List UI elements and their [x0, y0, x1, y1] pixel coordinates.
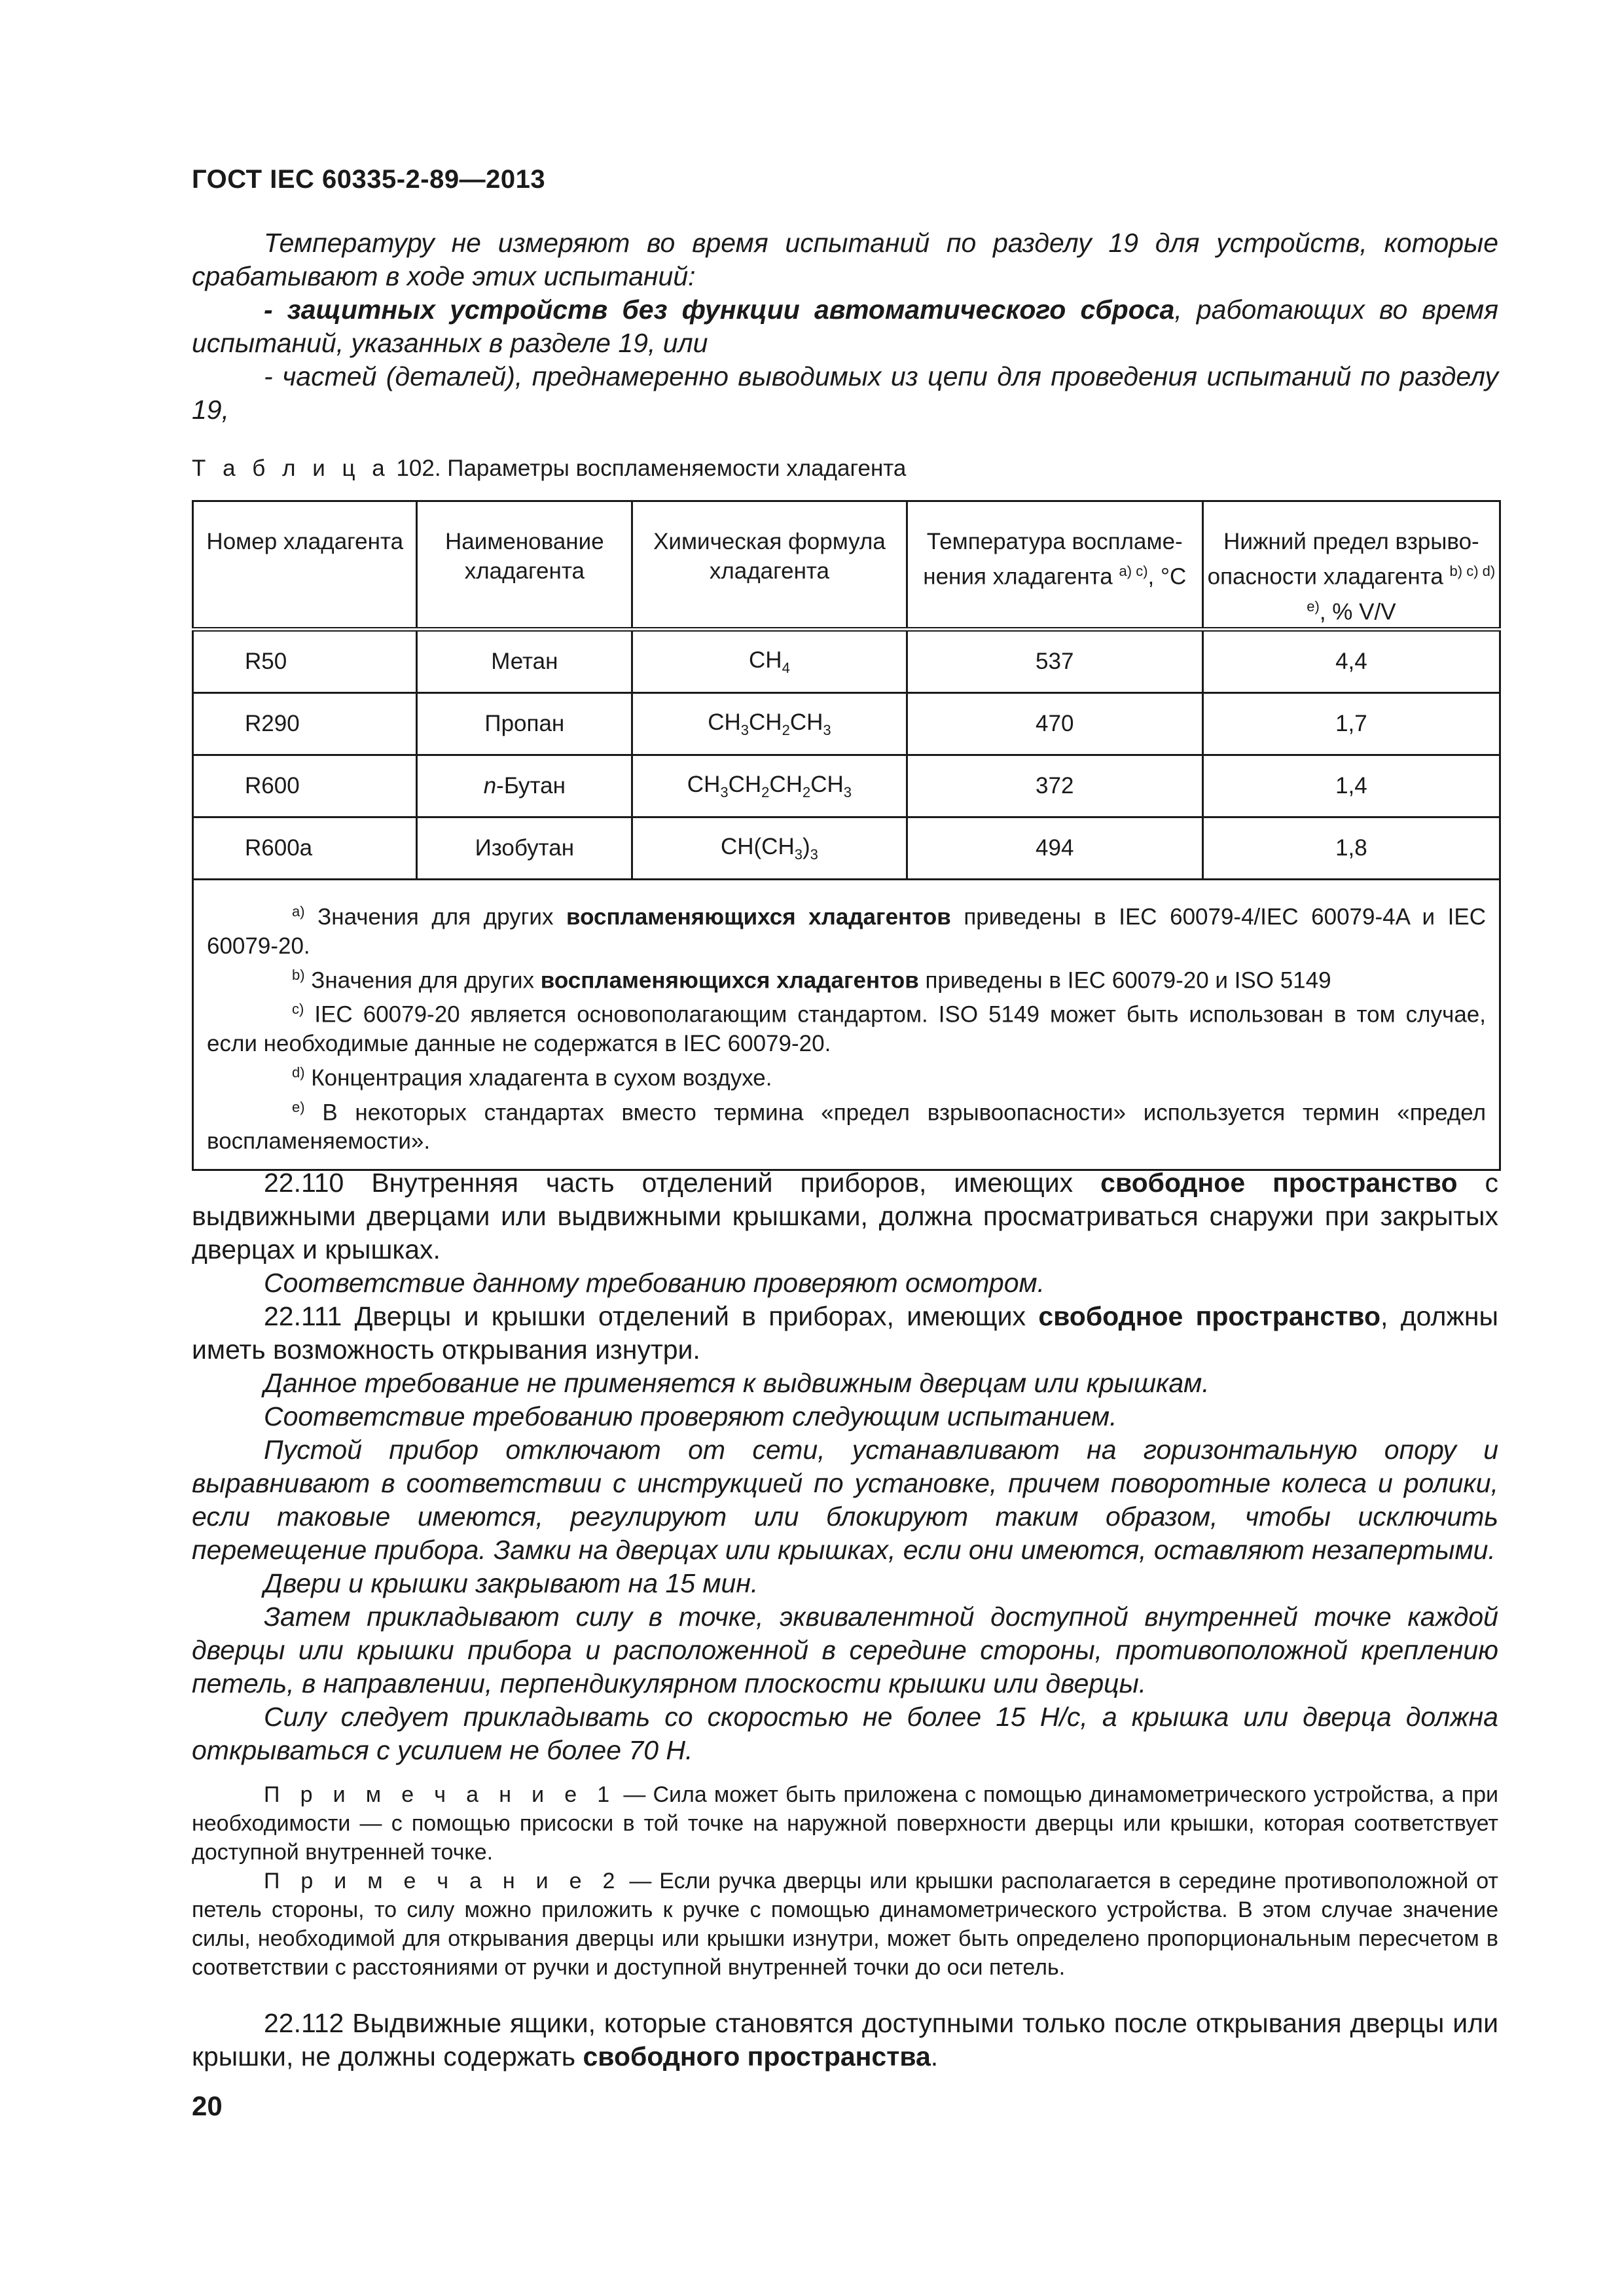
- cell-formula: $CH_3CH_2CH_3$: [632, 693, 907, 755]
- intro-paragraph-2-rest: , работающих во время испытаний, указанных в разделе 19, или: [192, 295, 1498, 358]
- cell-temp: 470: [907, 693, 1202, 755]
- intro-paragraph-1: Температуру не измеряют во время испытаний по разделу 19 для устройств, которые срабатывают в ходе этих испытаний:: [192, 228, 1498, 291]
- clause-22-111-exception: Данное требование не применяется к выдвижным дверцам или крышкам.: [264, 1368, 1210, 1398]
- cell-formula: $CH_4$: [632, 630, 907, 693]
- table-row: [193, 630, 1500, 693]
- clause-22-111-test-force: Затем прикладывают силу в точке, эквивалентной доступной внутренней точке каждой дверцы или крышки прибора и расположенной в середине стороны, противоположной креплению петель, в направлении, перпендикулярном плоскости крышки или дверцы.: [192, 1602, 1498, 1698]
- header-name: Наименование хладагента: [417, 501, 632, 630]
- note-block: [192, 1780, 1498, 1982]
- table-row: [193, 755, 1500, 817]
- table-note-e: $^{e)}$ В некоторых стандартах вместо термина «предел взрывоопасности» используется термин «предел воспламеняемости».: [207, 1098, 1486, 1155]
- cell-name: Метан: [417, 630, 632, 693]
- intro-paragraph-2: [192, 293, 1498, 360]
- cell-number: R290: [193, 693, 417, 755]
- cell-formula: $CH(CH_3)_3$: [632, 817, 907, 880]
- table-notes: [193, 880, 1500, 1170]
- cell-number: R600: [193, 755, 417, 817]
- table-caption: [192, 456, 906, 482]
- cell-limit: 1,8: [1202, 817, 1500, 880]
- cell-temp: 537: [907, 630, 1202, 693]
- header-number: Номер хладагента: [193, 501, 417, 630]
- cell-limit: 1,7: [1202, 693, 1500, 755]
- clause-22-111-test-rate: Силу следует прикладывать со скоростью не более 15 Н/с, а крышка или дверца должна открываться с усилием не более 70 Н.: [192, 1702, 1498, 1765]
- cell-name: Изобутан: [417, 817, 632, 880]
- refrigerant-table: [192, 500, 1501, 1171]
- clause-22-111: 22.111 Дверцы и крышки отделений в приборах, имеющих свободное пространство, должны иметь возможность открывания изнутри.: [192, 1301, 1498, 1365]
- table-row: [193, 693, 1500, 755]
- cell-name: n-Бутан: [417, 755, 632, 817]
- clause-22-112: 22.112 Выдвижные ящики, которые становятся доступными только после открывания дверцы или крышки, не должны содержать свободного пространства.: [192, 2008, 1498, 2072]
- clause-22-110: 22.110 Внутренняя часть отделений приборов, имеющих свободное пространство с выдвижными дверцами или выдвижными крышками, должна просматриваться снаружи при закрытых дверцах и крышках.: [192, 1168, 1499, 1265]
- header-ignition-temp: Температура воспламе- нения хладагента $^{a) c)}$, °C: [907, 501, 1202, 630]
- cell-limit: 4,4: [1202, 630, 1500, 693]
- clause-22-111-test-close: Двери и крышки закрывают на 15 мин.: [264, 1568, 759, 1598]
- section-22-110-111: [192, 1166, 1498, 1767]
- intro-paragraph-3: - частей (деталей), преднамеренно выводимых из цепи для проведения испытаний по разделу 19,: [192, 361, 1498, 425]
- note-2: П р и м е ч а н и е 2 — Если ручка дверцы или крышки располагается в середине противоположной от петель стороны, то силу можно приложить к ручке с помощью динамометрического устройства. В этом случае значение силы, необходимой для открывания дверцы или крышки изнутри, может быть определено пропорциональным пересчетом в соответствии с расстояниями от ручки и доступной внутренней точки до оси петель.: [192, 1869, 1498, 1980]
- page-number: 20: [192, 2090, 223, 2121]
- header-lower-limit: Нижний предел взрыво- опасности хладагента $^{b) c) d)}$ $^{e)}$, % V/V: [1202, 501, 1500, 630]
- table-note-b: $^{b)}$ Значения для других воспламеняющихся хладагентов приведены в IEC 60079-20 и ISO 5149: [292, 966, 1331, 994]
- table-notes-row: [193, 880, 1500, 1170]
- table-header-row: [193, 501, 1500, 630]
- cell-temp: 494: [907, 817, 1202, 880]
- clause-22-110-check: Соответствие данному требованию проверяют осмотром.: [264, 1268, 1045, 1298]
- standard-header: ГОСТ IEC 60335-2-89—2013: [192, 165, 546, 194]
- cell-number: R50: [193, 630, 417, 693]
- table-caption-label: Т а б л и ц а: [192, 456, 390, 481]
- cell-number: R600a: [193, 817, 417, 880]
- intro-bold-term: - защитных устройств без функции автоматического сброса: [264, 295, 1175, 325]
- note-1: П р и м е ч а н и е 1 — Сила может быть приложена с помощью динамометрического устройства, а при необходимости — с помощью присоски в той точке на наружной поверхности дверцы или крышки, которая соответствует доступной внутренней точке.: [192, 1782, 1498, 1865]
- cell-limit: 1,4: [1202, 755, 1500, 817]
- table-caption-title: 102. Параметры воспламеняемости хладагента: [389, 456, 907, 481]
- table-note-a: $^{a)}$ Значения для других воспламеняющихся хладагентов приведены в IEC 60079-4/IEC 60079-4A и IEC 60079-20.: [207, 903, 1486, 959]
- table-row: [193, 817, 1500, 880]
- cell-temp: 372: [907, 755, 1202, 817]
- table-note-c: $^{c)}$ IEC 60079-20 является основополагающим стандартом. ISO 5149 может быть использован в том случае, если необходимые данные не содержатся в IEC 60079-20.: [207, 1001, 1486, 1056]
- clause-22-111-test-intro: Соответствие требованию проверяют следующим испытанием.: [264, 1401, 1117, 1431]
- cell-formula: $CH_3CH_2CH_2CH_3$: [632, 755, 907, 817]
- clause-22-111-test-setup: Пустой прибор отключают от сети, устанавливают на горизонтальную опору и выравнивают в соответствии с инструкцией по установке, причем поворотные колеса и ролики, если таковые имеются, регулируют или блокируют таким образом, чтобы исключить перемещение прибора. Замки на дверцах или крышках, если они имеются, оставляют незапертыми.: [192, 1435, 1498, 1565]
- header-formula: Химическая формула хладагента: [632, 501, 907, 630]
- cell-name: Пропан: [417, 693, 632, 755]
- intro-block: [192, 226, 1498, 427]
- table-note-d: $^{d)}$ Концентрация хладагента в сухом воздухе.: [292, 1064, 772, 1091]
